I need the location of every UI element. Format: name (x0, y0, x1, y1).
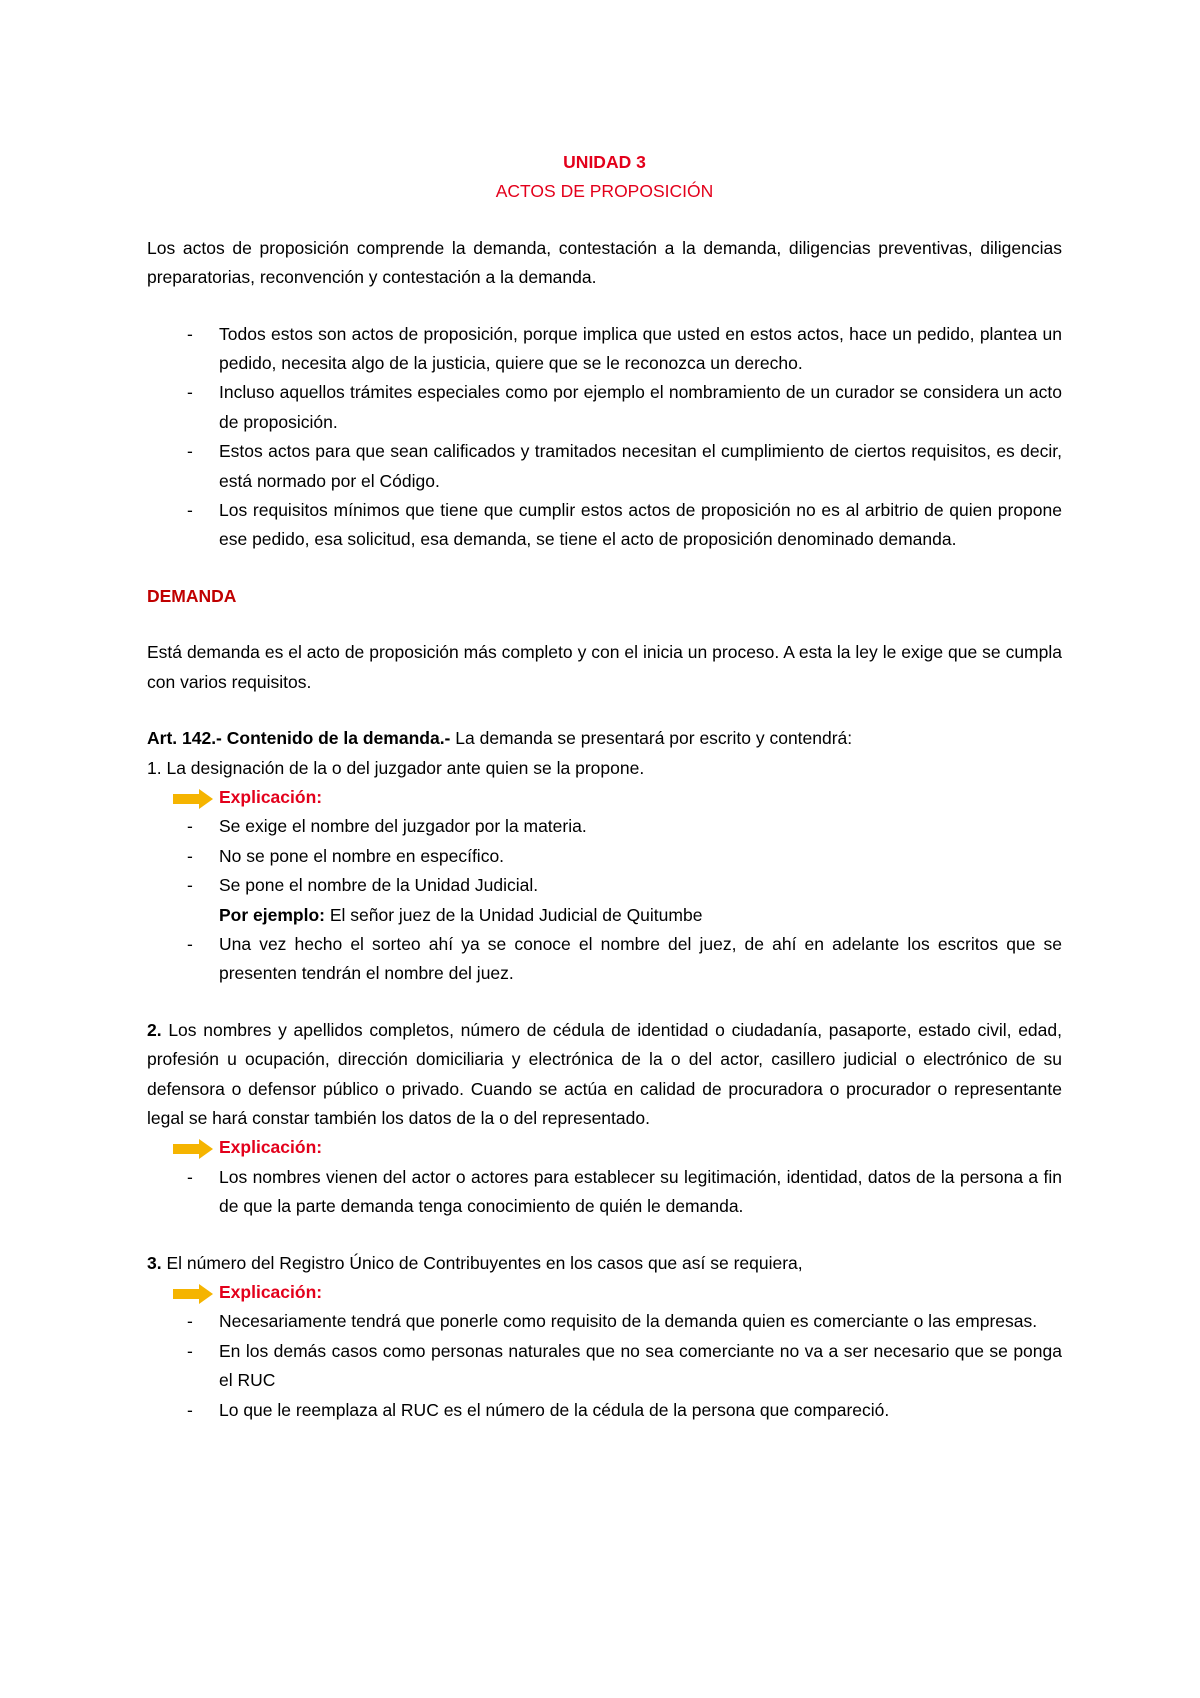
explanation-label: Explicación: (219, 1281, 323, 1302)
unit-heading: UNIDAD 3 (563, 152, 646, 172)
item-3-text: 3. El número del Registro Único de Contribuyentes en los casos que así se requiera, (147, 1252, 803, 1273)
intro-paragraph: Los actos de proposición comprende la demanda, contestación a la demanda, diligencias preventivas, diligencias preparatorias, reconvención y contestación a la demanda. (147, 237, 1062, 288)
section-heading-demanda: DEMANDA (147, 585, 237, 606)
list-item: - No se pone el nombre en específico. (187, 845, 505, 866)
item-1-bullet-list (147, 812, 1062, 988)
item-3-number: 3. (147, 1252, 162, 1273)
list-item: - Estos actos para que sean calificados y tramitados necesitan el cumplimiento de ciertos requisitos, es decir, está normado por el Código. (187, 441, 1062, 491)
item-3-bullet-list (147, 1307, 1062, 1425)
example-line (219, 901, 1062, 930)
list-item: - Los nombres vienen del actor o actores para establecer su legitimación, identidad, datos de la persona a fin de que la parte demanda tenga conocimiento de quién le demanda. (187, 1166, 1062, 1217)
explanation-label: Explicación: (219, 786, 323, 807)
document-title: ACTOS DE PROPOSICIÓN (495, 181, 714, 202)
list-item: - Se exige el nombre del juzgador por la materia. (187, 816, 587, 837)
list-item: - Se pone el nombre de la Unidad Judicial. Por ejemplo: El señor juez de la Unidad Judicial de Quitumbe (147, 871, 1062, 930)
demanda-paragraph: Está demanda es el acto de proposición más completo y con el inicia un proceso. A esta la ley le exige que se cumpla con varios requisitos. (147, 642, 1062, 692)
item-2-text: 2. Los nombres y apellidos completos, número de cédula de identidad o ciudadanía, pasaporte, estado civil, edad, profesión u ocupación, dirección domiciliaria y electrónica de la o del actor, casillero judicial o electrónico de su defensora o defensor público o privado. Cuando se actúa en calidad de procuradora o procurador o representante legal se hará constar también los datos de la o del representado. (147, 1019, 1062, 1128)
item-2-bullet-list (147, 1163, 1062, 1222)
explanation-row (147, 783, 1062, 812)
explanation-label: Explicación: (219, 1137, 323, 1158)
list-item: - Los requisitos mínimos que tiene que cumplir estos actos de proposición no es al arbitrio de quien propone ese pedido, esa solicitud, esa demanda, se tiene el acto de proposición denominado demanda. (187, 500, 1062, 550)
arrow-right-icon (173, 1284, 213, 1304)
list-item: - Necesariamente tendrá que ponerle como requisito de la demanda quien es comerciante o las empresas. (187, 1311, 1038, 1332)
arrow-right-icon (173, 789, 213, 809)
item-1-text: 1. La designación de la o del juzgador ante quien se la propone. (147, 757, 645, 778)
example-label: Por ejemplo: (219, 904, 325, 925)
list-item: - Lo que le reemplaza al RUC es el número de la cédula de la persona que compareció. (187, 1399, 890, 1420)
item-2-number: 2. (147, 1019, 162, 1040)
article-text: La demanda se presentará por escrito y contendrá: (450, 728, 853, 749)
article-heading (147, 724, 1062, 753)
explanation-row (147, 1133, 1062, 1162)
list-item: - Incluso aquellos trámites especiales como por ejemplo el nombramiento de un curador se considera un acto de proposición. (187, 382, 1062, 432)
intro-bullet-list (147, 320, 1062, 555)
arrow-right-icon (173, 1139, 213, 1159)
article-label: Art. 142.- Contenido de la demanda.- (147, 728, 451, 749)
list-item: - En los demás casos como personas naturales que no sea comerciante no va a ser necesario que se ponga el RUC (187, 1340, 1062, 1391)
list-item: - Una vez hecho el sorteo ahí ya se conoce el nombre del juez, de ahí en adelante los escritos que se presenten tendrán el nombre del juez. (187, 933, 1062, 984)
example-text: El señor juez de la Unidad Judicial de Quitumbe (325, 904, 703, 925)
explanation-row (147, 1278, 1062, 1307)
list-item: - Todos estos son actos de proposición, porque implica que usted en estos actos, hace un pedido, plantea un pedido, necesita algo de la justicia, quiere que se le reconozca un derecho. (187, 323, 1062, 374)
